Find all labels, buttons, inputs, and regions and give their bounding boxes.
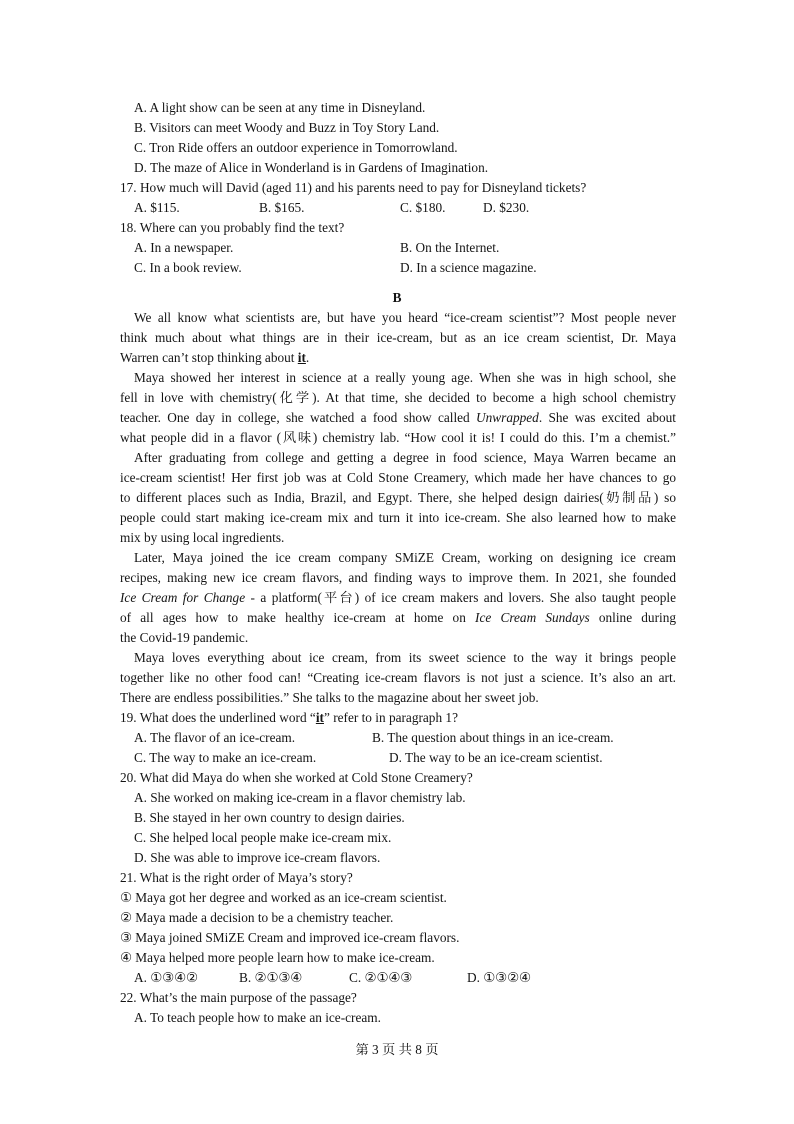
q21-event-4: ④ Maya helped more people learn how to make ice-cream. — [120, 950, 435, 965]
p3-line: mix by using local ingredients. — [120, 530, 285, 545]
p4-line: recipes, making new ice cream flavors, and finding ways to improve them. In 2021, she founded — [120, 570, 676, 585]
p1-line: think much about what things are in their ice-cream, but as an ice cream scientist, Dr. Maya — [120, 330, 676, 345]
q20-option-d: D. She was able to improve ice-cream flavors. — [134, 850, 381, 865]
q18-option-c: C. In a book review. — [134, 260, 242, 275]
q16-option-c: C. Tron Ride offers an outdoor experience in Tomorrowland. — [134, 140, 458, 155]
q20-option-b: B. She stayed in her own country to design dairies. — [134, 810, 405, 825]
p4-line: the Covid-19 pandemic. — [120, 630, 249, 645]
p4-line: Ice Cream for Change - a platform(平台) of ice cream makers and lovers. She also taught people — [120, 590, 676, 605]
q19-question: 19. What does the underlined word “it” refer to in paragraph 1? — [120, 710, 458, 725]
q16-option-d: D. The maze of Alice in Wonderland is in Gardens of Imagination. — [134, 160, 489, 175]
q17-option-c: C. $180. — [400, 200, 446, 215]
q17-option-d: D. $230. — [483, 200, 530, 215]
p3-line: people could start making ice-cream mix and turn it into ice-cream. She also learned how to make — [120, 510, 676, 525]
q17-question: 17. How much will David (aged 11) and his parents need to pay for Disneyland tickets? — [120, 180, 587, 195]
q21-event-1: ① Maya got her degree and worked as an ice-cream scientist. — [120, 890, 447, 905]
q22-question: 22. What’s the main purpose of the passage? — [120, 990, 357, 1005]
p3-line: to different places such as India, Brazil, and Egypt. There, she helped design dairies(奶制品) so — [120, 490, 676, 505]
q21-option-a: A. ①③④② — [134, 970, 198, 985]
q16-option-b: B. Visitors can meet Woody and Buzz in Toy Story Land. — [134, 120, 440, 135]
q16-option-a: A. A light show can be seen at any time in Disneyland. — [134, 100, 426, 115]
q21-option-b: B. ②①③④ — [239, 970, 303, 985]
p4-line: of all ages how to make healthy ice-cream at home on Ice Cream Sundays online during — [120, 610, 676, 625]
p1-line: We all know what scientists are, but have you heard “ice-cream scientist”? Most people never — [134, 310, 676, 325]
q19-option-a: A. The flavor of an ice-cream. — [134, 730, 296, 745]
q19-option-c: C. The way to make an ice-cream. — [134, 750, 317, 765]
q17-option-b: B. $165. — [259, 200, 305, 215]
p5-line: together like no other food can! “Creating ice-cream flavors is not just a science. It’s also an art. — [120, 670, 676, 685]
p2-line: Maya showed her interest in science at a really young age. When she was in high school, she — [134, 370, 676, 385]
p4-line: Later, Maya joined the ice cream company SMiZE Cream, working on designing ice cream — [134, 550, 676, 565]
q18-option-d: D. In a science magazine. — [400, 260, 537, 275]
p1-line: Warren can’t stop thinking about it. — [120, 350, 310, 365]
q18-option-b: B. On the Internet. — [400, 240, 500, 255]
underlined-word: it — [297, 350, 306, 365]
p2-line: what people did in a flavor (风味) chemistry lab. “How cool it is! I could do this. I’m a chemist.” — [120, 430, 676, 445]
q22-option-a: A. To teach people how to make an ice-cream. — [134, 1010, 381, 1025]
q21-option-d: D. ①③②④ — [467, 970, 531, 985]
p5-line: There are endless possibilities.” She talks to the magazine about her sweet job. — [120, 690, 539, 705]
q19-option-d: D. The way to be an ice-cream scientist. — [389, 750, 603, 765]
q21-option-c: C. ②①④③ — [349, 970, 413, 985]
q19-option-b: B. The question about things in an ice-cream. — [372, 730, 614, 745]
section-heading: B — [392, 290, 402, 305]
p2-line: fell in love with chemistry(化学). At that time, she decided to become a high school chemistry — [120, 390, 676, 405]
p3-line: ice-cream scientist! Her first job was at Cold Stone Creamery, which made her have chances to go — [120, 470, 676, 485]
q18-option-a: A. In a newspaper. — [134, 240, 234, 255]
p3-line: After graduating from college and getting a degree in food science, Maya Warren became an — [134, 450, 676, 465]
q18-question: 18. Where can you probably find the text? — [120, 220, 345, 235]
q21-event-2: ② Maya made a decision to be a chemistry teacher. — [120, 910, 394, 925]
q17-option-a: A. $115. — [134, 200, 180, 215]
q21-question: 21. What is the right order of Maya’s story? — [120, 870, 353, 885]
q20-question: 20. What did Maya do when she worked at Cold Stone Creamery? — [120, 770, 473, 785]
p5-line: Maya loves everything about ice cream, from its sweet science to the way it brings people — [134, 650, 676, 665]
page-footer: 第 3 页 共 8 页 — [355, 1042, 439, 1057]
p2-line: teacher. One day in college, she watched a food show called Unwrapped. She was excited about — [120, 410, 676, 425]
q20-option-c: C. She helped local people make ice-cream mix. — [134, 830, 392, 845]
q20-option-a: A. She worked on making ice-cream in a flavor chemistry lab. — [134, 790, 466, 805]
q21-event-3: ③ Maya joined SMiZE Cream and improved ice-cream flavors. — [120, 930, 460, 945]
